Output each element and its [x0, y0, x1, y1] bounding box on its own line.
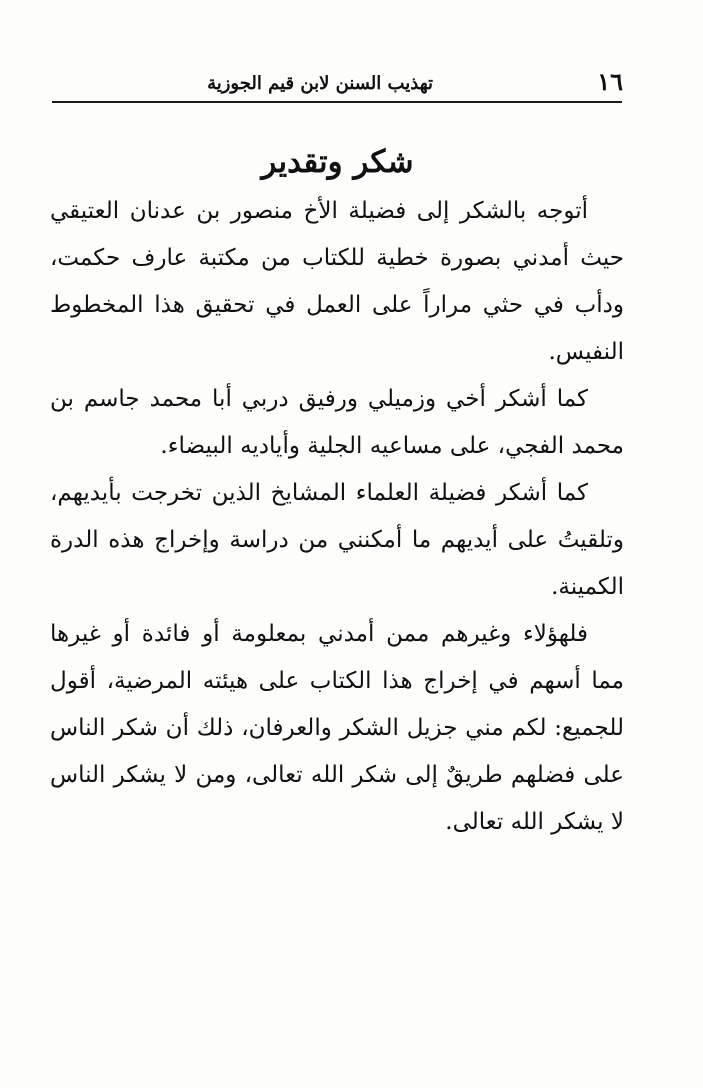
running-header — [52, 66, 623, 102]
section-title: شكر وتقدير — [261, 144, 414, 180]
acknowledgement-body — [50, 188, 624, 846]
header-rule — [52, 101, 622, 103]
page-number: ١٦ — [597, 67, 623, 96]
paragraph: أتوجه بالشكر إلى فضيلة الأخ منصور بن عدنان العتيقي حيث أمدني بصورة خطية للكتاب من مكتبة عارف حكمت، ودأب في حثي مراراً على العمل في تحقيق هذا المخطوط النفيس. — [50, 198, 624, 365]
paragraph: فلهؤلاء وغيرهم ممن أمدني بمعلومة أو فائدة أو غيرها مما أسهم في إخراج هذا الكتاب على هيئته المرضية، أقول للجميع: لكم مني جزيل الشكر والعرفان، ذلك أن شكر الناس على فضلهم طريقٌ إلى شكر الله تعالى، ومن لا يشكر الناس لا يشكر الله تعالى. — [50, 621, 624, 835]
paragraph: كما أشكر أخي وزميلي ورفيق دربي أبا محمد جاسم بن محمد الفجي، على مساعيه الجلية وأياديه البيضاء. — [50, 386, 624, 459]
running-title: تهذيب السنن لابن قيم الجوزية — [207, 73, 433, 94]
paragraph: كما أشكر فضيلة العلماء المشايخ الذين تخرجت بأيديهم، وتلقيتُ على أيديهم ما أمكنني من دراسة وإخراج هذه الدرة الكمينة. — [50, 480, 624, 600]
